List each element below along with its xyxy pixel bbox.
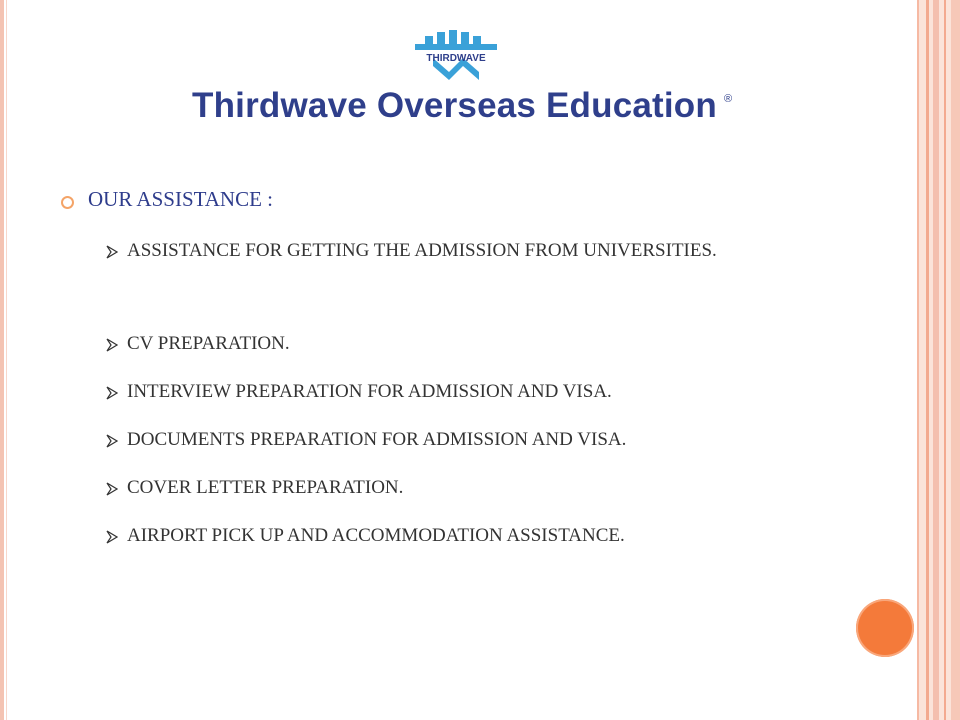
thirdwave-logo-icon <box>415 30 497 84</box>
list-item-text: INTERVIEW PREPARATION FOR ADMISSION AND VISA. <box>127 381 612 402</box>
arrow-bullet-icon <box>106 245 118 259</box>
arrow-bullet-icon <box>106 338 118 352</box>
logo-mark-text: THIRDWAVE <box>426 53 486 64</box>
arrow-bullet-icon <box>106 482 118 496</box>
right-stripe <box>933 0 939 720</box>
right-stripe <box>951 0 960 720</box>
right-stripe <box>926 0 929 720</box>
arrow-bullet-icon <box>106 434 118 448</box>
list-item-text: AIRPORT PICK UP AND ACCOMMODATION ASSISTANCE. <box>127 525 625 546</box>
list-item-text: ASSISTANCE FOR GETTING THE ADMISSION FROM UNIVERSITIES. <box>127 240 717 261</box>
left-border-line <box>6 0 7 720</box>
list-item-text: COVER LETTER PREPARATION. <box>127 477 404 498</box>
registered-mark: ® <box>724 93 733 105</box>
orange-circle-decoration <box>856 599 914 657</box>
list-item-text: CV PREPARATION. <box>127 333 290 354</box>
right-stripe <box>917 0 919 720</box>
section-heading: OUR ASSISTANCE : <box>88 187 274 211</box>
arrow-bullet-icon <box>106 386 118 400</box>
list-item-text: DOCUMENTS PREPARATION FOR ADMISSION AND VISA. <box>127 429 627 450</box>
arrow-bullet-icon <box>106 530 118 544</box>
right-stripe <box>944 0 946 720</box>
logo-wordmark: Thirdwave Overseas Education <box>192 86 717 125</box>
left-border <box>0 0 4 720</box>
circle-bullet-icon <box>61 196 74 209</box>
